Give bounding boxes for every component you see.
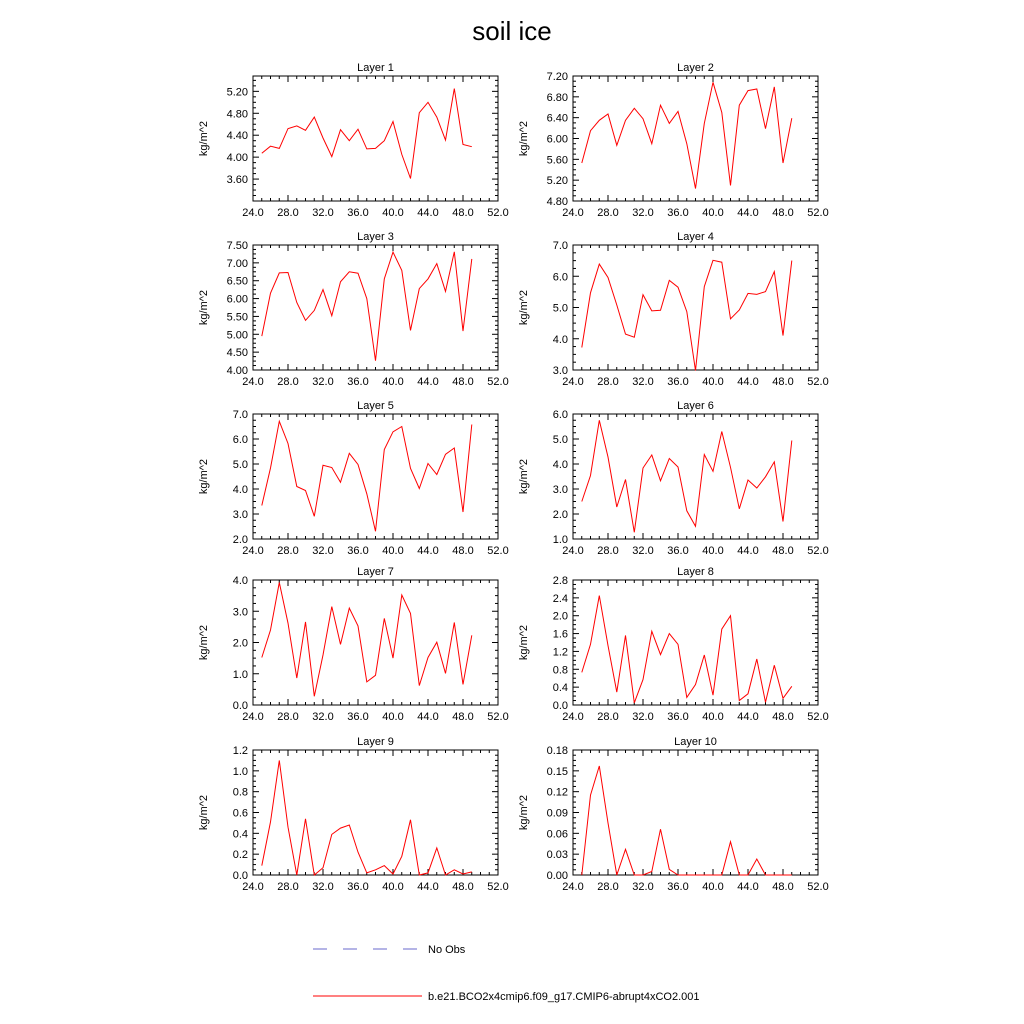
y-tick-label: 1.0 (232, 668, 248, 681)
y-tick-label: 0.4 (232, 828, 248, 841)
x-tick-label: 24.0 (562, 711, 584, 723)
plot-frame (573, 750, 818, 875)
plot-frame (253, 414, 498, 539)
y-tick-label: 1.6 (552, 628, 568, 641)
x-tick-label: 44.0 (737, 711, 759, 723)
x-tick-label: 32.0 (312, 881, 334, 893)
y-tick-label: 3.0 (232, 606, 248, 619)
x-tick-label: 48.0 (452, 881, 474, 893)
y-tick-label: 6.00 (226, 293, 248, 306)
x-tick-label: 24.0 (242, 207, 264, 219)
x-tick-label: 28.0 (277, 207, 299, 219)
panel-layer-10 (518, 736, 829, 893)
x-tick-label: 52.0 (807, 207, 829, 219)
x-tick-label: 44.0 (737, 376, 759, 388)
y-tick-label: 0.8 (552, 664, 568, 677)
x-tick-label: 40.0 (702, 545, 724, 557)
legend (313, 944, 700, 1003)
x-tick-label: 32.0 (312, 376, 334, 388)
panel-layer-9 (198, 736, 509, 893)
x-tick-label: 28.0 (277, 376, 299, 388)
x-tick-label: 28.0 (597, 711, 619, 723)
x-tick-label: 36.0 (347, 881, 369, 893)
y-tick-label: 4.80 (226, 108, 248, 121)
x-tick-label: 52.0 (487, 376, 509, 388)
y-axis-label: kg/m^2 (198, 624, 210, 661)
y-tick-label: 0.06 (546, 828, 568, 841)
panel-layer-4 (518, 231, 829, 388)
y-tick-label: 4.50 (226, 347, 248, 360)
y-tick-label: 2.0 (232, 534, 248, 546)
x-tick-label: 24.0 (562, 207, 584, 219)
panel-title: Layer 8 (677, 566, 714, 578)
series-line (582, 766, 792, 875)
x-tick-label: 48.0 (772, 881, 794, 893)
panel-title: Layer 3 (357, 231, 394, 243)
series-line (582, 596, 792, 703)
y-tick-label: 5.20 (546, 175, 568, 188)
y-tick-label: 4.0 (232, 575, 248, 587)
x-tick-label: 44.0 (737, 207, 759, 219)
series-line (582, 82, 792, 188)
panel-title: Layer 2 (677, 62, 714, 74)
panel-title: Layer 6 (677, 400, 714, 412)
x-tick-label: 32.0 (312, 207, 334, 219)
x-tick-label: 48.0 (772, 376, 794, 388)
legend-label: No Obs (428, 944, 466, 956)
y-tick-label: 7.0 (552, 240, 568, 252)
y-tick-label: 4.00 (226, 365, 248, 377)
x-tick-label: 24.0 (562, 545, 584, 557)
y-tick-label: 2.4 (552, 592, 568, 605)
x-tick-label: 48.0 (772, 545, 794, 557)
x-tick-label: 40.0 (382, 881, 404, 893)
panel-layer-1 (198, 62, 509, 219)
series-line (262, 252, 472, 361)
y-axis-label: kg/m^2 (518, 458, 530, 495)
y-tick-label: 6.0 (552, 271, 568, 284)
x-tick-label: 36.0 (667, 711, 689, 723)
x-tick-label: 52.0 (487, 881, 509, 893)
x-tick-label: 44.0 (417, 711, 439, 723)
y-tick-label: 2.0 (552, 610, 568, 623)
y-tick-label: 5.0 (552, 302, 568, 315)
y-axis-label: kg/m^2 (518, 289, 530, 326)
panel-layer-5 (198, 400, 509, 557)
y-axis-label: kg/m^2 (518, 120, 530, 157)
x-tick-label: 44.0 (737, 881, 759, 893)
y-axis-label: kg/m^2 (518, 794, 530, 831)
y-tick-label: 5.00 (226, 329, 248, 342)
y-tick-label: 6.0 (232, 434, 248, 446)
x-tick-label: 32.0 (312, 545, 334, 557)
x-tick-label: 44.0 (417, 376, 439, 388)
y-tick-label: 4.0 (232, 484, 248, 496)
y-tick-label: 3.60 (226, 174, 248, 187)
y-tick-label: 0.00 (546, 870, 568, 882)
x-tick-label: 24.0 (242, 881, 264, 893)
y-tick-label: 7.0 (232, 409, 248, 421)
x-tick-label: 44.0 (417, 545, 439, 557)
y-tick-label: 0.15 (546, 765, 568, 778)
x-tick-label: 44.0 (417, 881, 439, 893)
y-tick-label: 4.40 (226, 130, 248, 143)
series-line (262, 583, 472, 697)
y-tick-label: 1.0 (552, 534, 568, 546)
y-tick-label: 4.0 (552, 333, 568, 346)
x-tick-label: 28.0 (277, 881, 299, 893)
y-tick-label: 6.0 (552, 409, 568, 421)
x-tick-label: 52.0 (807, 881, 829, 893)
y-axis-label: kg/m^2 (518, 624, 530, 661)
x-tick-label: 36.0 (347, 376, 369, 388)
y-tick-label: 5.20 (226, 86, 248, 99)
x-tick-label: 40.0 (702, 376, 724, 388)
plot-frame (573, 580, 818, 705)
y-tick-label: 0.0 (232, 700, 248, 712)
x-tick-label: 40.0 (382, 207, 404, 219)
x-tick-label: 32.0 (632, 881, 654, 893)
y-tick-label: 3.0 (552, 365, 568, 377)
x-tick-label: 48.0 (452, 545, 474, 557)
x-tick-label: 36.0 (667, 207, 689, 219)
y-tick-label: 0.8 (232, 786, 248, 799)
y-tick-label: 5.60 (546, 154, 568, 167)
x-tick-label: 40.0 (382, 711, 404, 723)
x-tick-label: 32.0 (312, 711, 334, 723)
x-tick-label: 24.0 (242, 711, 264, 723)
y-tick-label: 0.0 (232, 870, 248, 882)
panel-title: Layer 10 (674, 736, 717, 748)
y-tick-label: 7.00 (226, 257, 248, 270)
x-tick-label: 36.0 (347, 711, 369, 723)
series-line (582, 420, 792, 532)
x-tick-label: 28.0 (597, 545, 619, 557)
y-tick-label: 5.0 (552, 434, 568, 446)
series-line (262, 89, 472, 179)
series-line (582, 260, 792, 370)
panel-title: Layer 7 (357, 566, 394, 578)
series-line (262, 421, 472, 531)
y-tick-label: 3.0 (232, 509, 248, 521)
x-tick-label: 32.0 (632, 207, 654, 219)
x-tick-label: 24.0 (562, 376, 584, 388)
y-tick-label: 2.0 (232, 637, 248, 650)
y-tick-label: 7.50 (226, 240, 248, 252)
y-tick-label: 0.6 (232, 807, 248, 820)
y-tick-label: 6.50 (226, 275, 248, 288)
plot-frame (253, 245, 498, 370)
x-tick-label: 36.0 (347, 207, 369, 219)
y-tick-label: 2.0 (552, 509, 568, 521)
y-tick-label: 0.2 (232, 849, 248, 862)
x-tick-label: 28.0 (597, 376, 619, 388)
panel-layer-6 (518, 400, 829, 557)
x-tick-label: 52.0 (487, 545, 509, 557)
y-tick-label: 1.0 (232, 765, 248, 778)
plot-frame (253, 76, 498, 201)
y-tick-label: 1.2 (552, 646, 568, 659)
y-tick-label: 4.80 (546, 196, 568, 208)
panel-layer-8 (518, 566, 829, 723)
panel-layer-3 (198, 231, 509, 388)
x-tick-label: 40.0 (382, 376, 404, 388)
x-tick-label: 40.0 (382, 545, 404, 557)
y-tick-label: 0.09 (546, 807, 568, 820)
y-tick-label: 6.00 (546, 133, 568, 146)
x-tick-label: 40.0 (702, 711, 724, 723)
x-tick-label: 32.0 (632, 711, 654, 723)
panel-title: Layer 5 (357, 400, 394, 412)
x-tick-label: 32.0 (632, 545, 654, 557)
y-tick-label: 3.0 (552, 484, 568, 496)
x-tick-label: 28.0 (277, 545, 299, 557)
y-tick-label: 4.00 (226, 152, 248, 165)
panel-title: Layer 9 (357, 736, 394, 748)
plot-frame (253, 750, 498, 875)
x-tick-label: 28.0 (597, 881, 619, 893)
panel-title: Layer 4 (677, 231, 714, 243)
y-tick-label: 6.80 (546, 91, 568, 104)
x-tick-label: 48.0 (772, 207, 794, 219)
x-tick-label: 28.0 (597, 207, 619, 219)
y-tick-label: 7.20 (546, 71, 568, 83)
plot-frame (573, 76, 818, 201)
x-tick-label: 48.0 (452, 711, 474, 723)
plot-frame (253, 580, 498, 705)
panel-title: Layer 1 (357, 62, 394, 74)
chart-title: soil ice (472, 16, 552, 46)
x-tick-label: 36.0 (667, 545, 689, 557)
x-tick-label: 52.0 (807, 376, 829, 388)
y-tick-label: 6.40 (546, 112, 568, 125)
x-tick-label: 40.0 (702, 881, 724, 893)
y-tick-label: 0.03 (546, 849, 568, 862)
x-tick-label: 32.0 (632, 376, 654, 388)
x-tick-label: 28.0 (277, 711, 299, 723)
y-tick-label: 0.18 (546, 745, 568, 757)
panel-layer-7 (198, 566, 509, 723)
y-tick-label: 0.0 (552, 700, 568, 712)
x-tick-label: 36.0 (347, 545, 369, 557)
x-tick-label: 36.0 (667, 881, 689, 893)
y-tick-label: 0.4 (552, 682, 568, 695)
y-tick-label: 0.12 (546, 786, 568, 799)
y-axis-label: kg/m^2 (198, 794, 210, 831)
panel-layer-2 (518, 62, 829, 219)
y-tick-label: 5.50 (226, 311, 248, 324)
plot-frame (573, 245, 818, 370)
series-line (262, 760, 472, 875)
y-axis-label: kg/m^2 (198, 120, 210, 157)
y-tick-label: 4.0 (552, 459, 568, 471)
y-tick-label: 5.0 (232, 459, 248, 471)
x-tick-label: 52.0 (807, 711, 829, 723)
x-tick-label: 52.0 (807, 545, 829, 557)
legend-label: b.e21.BCO2x4cmip6.f09_g17.CMIP6-abrupt4xCO2.001 (428, 991, 700, 1003)
x-tick-label: 48.0 (772, 711, 794, 723)
x-tick-label: 24.0 (242, 376, 264, 388)
x-tick-label: 40.0 (702, 207, 724, 219)
x-tick-label: 52.0 (487, 711, 509, 723)
y-axis-label: kg/m^2 (198, 458, 210, 495)
x-tick-label: 44.0 (737, 545, 759, 557)
x-tick-label: 52.0 (487, 207, 509, 219)
y-tick-label: 2.8 (552, 575, 568, 587)
x-tick-label: 36.0 (667, 376, 689, 388)
x-tick-label: 24.0 (562, 881, 584, 893)
y-tick-label: 1.2 (232, 745, 248, 757)
y-axis-label: kg/m^2 (198, 289, 210, 326)
x-tick-label: 24.0 (242, 545, 264, 557)
x-tick-label: 48.0 (452, 376, 474, 388)
x-tick-label: 48.0 (452, 207, 474, 219)
plot-frame (573, 414, 818, 539)
x-tick-label: 44.0 (417, 207, 439, 219)
